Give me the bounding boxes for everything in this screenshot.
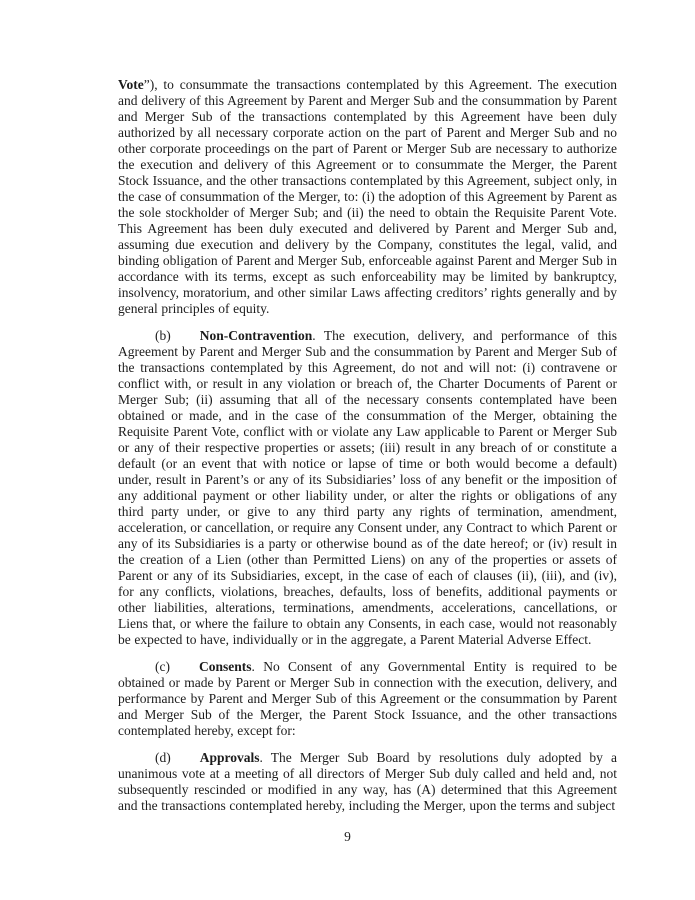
paragraph-d-heading: Approvals [199,750,260,765]
paragraph-continuation [118,77,617,317]
paragraph-c-text: . No Consent of any Governmental Entity is required to be obtained or made by Parent or Merger Sub in connection with the execution, delivery, and performance by Parent and Merger Sub of this Agreement or the consummation by Parent and Merger Sub of the Merger, the Parent Stock Issuance, and the other transactions contemplated hereby, except for: [118,659,617,738]
paragraph-c-label: (c) [155,659,170,674]
page-body [118,77,617,814]
paragraph-c [118,659,617,739]
paragraph-b [118,328,617,648]
paragraph-b-text: . The execution, delivery, and performance of this Agreement by Parent and Merger Sub and the consummation by Parent and Merger Sub of the transactions contemplated by this Agreement, do not and will not: (i) contravene or conflict with, or result in any violation or breach of, the Charter Documents of Parent or Merger Sub; (ii) assuming that all of the necessary consents contemplated have been obtained or made, and in the case of the consummation of the Merger, obtaining the Requisite Parent Vote, conflict with or violate any Law applicable to Parent or Merger Sub or any of their respective properties or assets; (iii) result in any breach of or constitute a default (or an event that with notice or lapse of time or both would become a default) under, result in Parent’s or any of its Subsidiaries’ loss of any benefit or the imposition of any additional payment or other liability under, or alter the rights or obligations of any third party under, or give to any third party any rights of termination, amendment, acceleration, or cancellation, or require any Consent under, any Contract to which Parent or any of its Subsidiaries is a party or otherwise bound as of the date hereof; or (iv) result in the creation of a Lien (other than Permitted Liens) on any of the properties or assets of Parent or any of its Subsidiaries, except, in the case of each of clauses (ii), (iii), and (iv), for any conflicts, violations, breaches, defaults, loss of benefits, additional payments or other liabilities, alterations, terminations, amendments, accelerations, cancellations, or Liens that, or where the failure to obtain any Consents, in each case, would not reasonably be expected to have, individually or in the aggregate, a Parent Material Adverse Effect. [118,328,617,647]
paragraph-b-label: (b) [155,328,171,343]
paragraph-b-heading: Non-Contravention [199,328,313,343]
paragraph-d [118,750,617,814]
page-number: 9 [344,829,351,844]
paragraph-d-label: (d) [155,750,171,765]
paragraph-continuation-text: ”), to consummate the transactions contemplated by this Agreement. The execution and delivery of this Agreement by Parent and Merger Sub and the consummation by Parent and Merger Sub of the transactions contemplated by this Agreement have been duly authorized by all necessary corporate action on the part of Parent and Merger Sub and no other corporate proceedings on the part of Parent or Merger Sub are necessary to authorize the execution and delivery of this Agreement or to consummate the Merger, the Parent Stock Issuance, and the other transactions contemplated by this Agreement, subject only, in the case of consummation of the Merger, to: (i) the adoption of this Agreement by Parent as the sole stockholder of Merger Sub; and (ii) the need to obtain the Requisite Parent Vote. This Agreement has been duly executed and delivered by Parent and Merger Sub and, assuming due execution and delivery by the Company, constitutes the legal, valid, and binding obligation of Parent and Merger Sub, enforceable against Parent and Merger Sub in accordance with its terms, except as such enforceability may be limited by bankruptcy, insolvency, moratorium, and other similar Laws affecting creditors’ rights generally and by general principles of equity. [118,77,617,316]
paragraph-d-text: . The Merger Sub Board by resolutions duly adopted by a unanimous vote at a meeting of all directors of Merger Sub duly called and held and, not subsequently rescinded or modified in any way, has (A) determined that this Agreement and the transactions contemplated hereby, including the Merger, upon the terms and subject [118,750,617,813]
paragraph-c-heading: Consents [198,659,252,674]
defined-term-vote: Vote [118,77,144,92]
